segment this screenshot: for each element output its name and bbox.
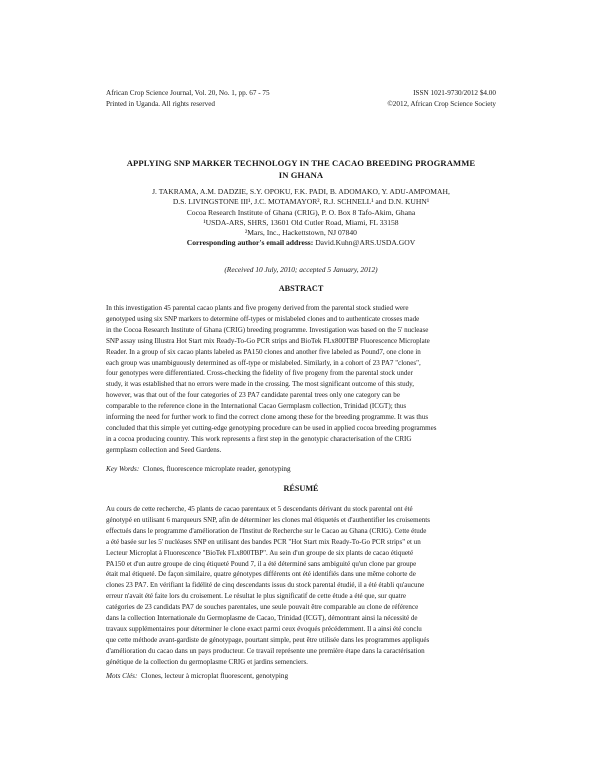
abstract-line: in the Cocoa Research Institute of Ghana (CRIG) breeding programme. Investigation was based on the 5' nuclease xyxy=(106,325,429,334)
abstract-keywords: Key Words: Clones, fluorescence microplate reader, genotyping xyxy=(106,465,291,473)
keywords-label: Key Words xyxy=(106,465,137,473)
abstract-heading: ABSTRACT xyxy=(278,284,324,293)
email-label: Corresponding author's email address: xyxy=(186,238,314,248)
copyright: ©2012, African Crop Science Society xyxy=(387,100,496,108)
title-line: APPLYING SNP MARKER TECHNOLOGY IN THE CACAO BREEDING PROGRAMME xyxy=(126,158,476,168)
abstract-line: genotyped using six SNP markers to determine off-types or mislabeled clones and to authenticate crosses made xyxy=(106,314,420,323)
resume-line: Lecteur Microplat à Fluorescence "BioTek FLx800TBP". Au sein d'un groupe de six plants de cacao étiqueté xyxy=(106,548,414,557)
resume-line: clones 23 PA7. En vérifiant la fidélité de cinq descendants issus du stock parental étudié, il a été établi qu'aucune xyxy=(106,581,425,590)
author-block xyxy=(96,187,506,249)
email-address[interactable]: David.Kuhn@ARS.USDA.GOV xyxy=(315,238,416,248)
resume-keywords: Mots Clés: Clones, lecteur à microplat fluorescent, genotyping xyxy=(106,672,289,680)
abstract-line: comparable to the reference clone in the International Cacao Germplasm collection, Trinidad (ICGT); thus xyxy=(106,402,407,411)
abstract-line: four genotypes were differentiated. Cross-checking the fidelity of five progeny from the parental stock under xyxy=(106,369,413,378)
affiliation: Cocoa Research Institute of Ghana (CRIG), P. O. Box 8 Tafo-Akim, Ghana xyxy=(186,207,416,217)
abstract-line: germplasm collection and Seed Gardens. xyxy=(106,445,222,454)
affiliation: ²Mars, Inc., Hackettstown, NJ 07840 xyxy=(245,228,357,238)
resume-line: d'amélioration du cacao dans un pays producteur. Ce travail représente une première étape dans la caractérisation xyxy=(106,646,425,655)
resume-line: erreur n'avait été faite lors du croisement. Le résultat le plus significatif de cette étude a été que, sur quatre xyxy=(106,592,407,601)
abstract-line: SNP assay using Illustra Hot Start mix Ready-To-Go PCR strips and BioTek FLx800TBP Fluorescence Microplate xyxy=(106,336,430,345)
issn: ISSN 1021-9730/2012 $4.00 xyxy=(413,89,496,97)
received-dates: (Received 10 July, 2010; accepted 5 January, 2012) xyxy=(224,265,378,274)
resume-line: catégories de 23 candidats PA7 de souches parentales, une seule pouvait être comparable au clone de référence xyxy=(106,603,419,612)
abstract-line: In this investigation 45 parental cacao plants and five progeny derived from the parental stock studied were xyxy=(106,304,409,312)
abstract-line: concluded that this simple yet cutting-edge genotyping procedure can be used in applied cocoa breeding programmes xyxy=(106,423,437,432)
abstract-line: each group was unambiguously determined as off-type or mislabeled. Similarly, in a cohort of 23 PA7 "clones", xyxy=(106,358,421,367)
abstract-line: however, was that out of the four categories of 23 PA7 candidate parental trees only one category can be xyxy=(106,391,400,400)
mots-cles-label: Mots Clés xyxy=(106,672,135,680)
mots-cles-text: Clones, lecteur à microplat fluorescent, genotyping xyxy=(140,672,289,680)
keywords-text: Clones, fluorescence microplate reader, genotyping xyxy=(142,465,291,473)
resume-line: a été basée sur les 5' nucléases SNP en utilisant des bandes PCR "Hot Start mix Ready-To-Go PCR strips" et un xyxy=(106,537,421,546)
journal-citation: African Crop Science Journal, Vol. 20, No. 1, pp. 67 - 75 xyxy=(106,89,270,97)
resume-line: génotypé en utilisant 6 marqueurs SNP, afin de déterminer les clones mal étiquetés et d'authentifier les croisements xyxy=(106,515,430,524)
resume-line: travaux supplémentaires pour déterminer le clone exact parmi ceux évoqués précédemment. Il a ainsi été conclu xyxy=(106,624,422,633)
resume-line: dans la collection Internationale du Germoplasme de Cacao, Trinidad (ICGT), démontrant ainsi la nécessité de xyxy=(106,614,418,623)
author-line: D.S. LIVINGSTONE III¹, J.C. MOTAMAYOR², R.J. SCHNELL¹ and D.N. KUHN¹ xyxy=(172,197,430,207)
resume-line: que cette méthode avant-gardiste de génotypage, pourtant simple, peut être utilisée dans les programmes appliqués xyxy=(106,635,430,644)
resume-line: effectués dans le programme d'amélioration de l'Institut de Recherche sur le Cacao au Ghana (CRIG). Cette étude xyxy=(106,526,427,535)
abstract-body xyxy=(106,303,498,456)
affiliation: ¹USDA-ARS, SHRS, 13601 Old Cutler Road, Miami, FL 33158 xyxy=(203,217,399,227)
paper-title xyxy=(96,157,506,181)
resume-line: était mal étiqueté. De façon similaire, quatre génotypes différents ont été identifiés dans une même cohorte de xyxy=(106,570,416,579)
author-line: J. TAKRAMA, A.M. DADZIE, S.Y. OPOKU, F.K. PADI, B. ADOMAKO, Y. ADU-AMPOMAH, xyxy=(152,187,450,196)
resume-body xyxy=(106,504,498,668)
resume-line: génétique de la collection du germoplasme CRIG et jardins semenciers. xyxy=(106,657,308,666)
abstract-line: Reader. In a group of six cacao plants labeled as PA150 clones and another five labeled as Pound7, one clone in xyxy=(106,347,421,356)
journal-header xyxy=(106,88,496,110)
abstract-line: in a cocoa producing country. This work represents a first step in the genotypic characterisation of the CRIG xyxy=(106,434,412,443)
resume-line: PA150 et d'un autre groupe de cinq étiqueté Pound 7, il a été déterminé sans ambiguité qu'un clone par groupe xyxy=(106,559,417,568)
printed-note: Printed in Uganda. All rights reserved xyxy=(106,100,215,108)
abstract-line: study, it was established that no errors were made in the crossing. The most significant outcome of this study, xyxy=(106,380,414,389)
resume-line: Au cours de cette recherche, 45 plants de cacao parentaux et 5 descendants dérivant du stock parental ont été xyxy=(106,505,413,513)
corresponding-email xyxy=(96,238,506,248)
title-line: IN GHANA xyxy=(278,170,324,180)
abstract-line: informing the need for further work to find the correct clone among these for the breeding programme. It was thus xyxy=(106,413,429,422)
resume-heading: RÉSUMÉ xyxy=(283,484,319,493)
